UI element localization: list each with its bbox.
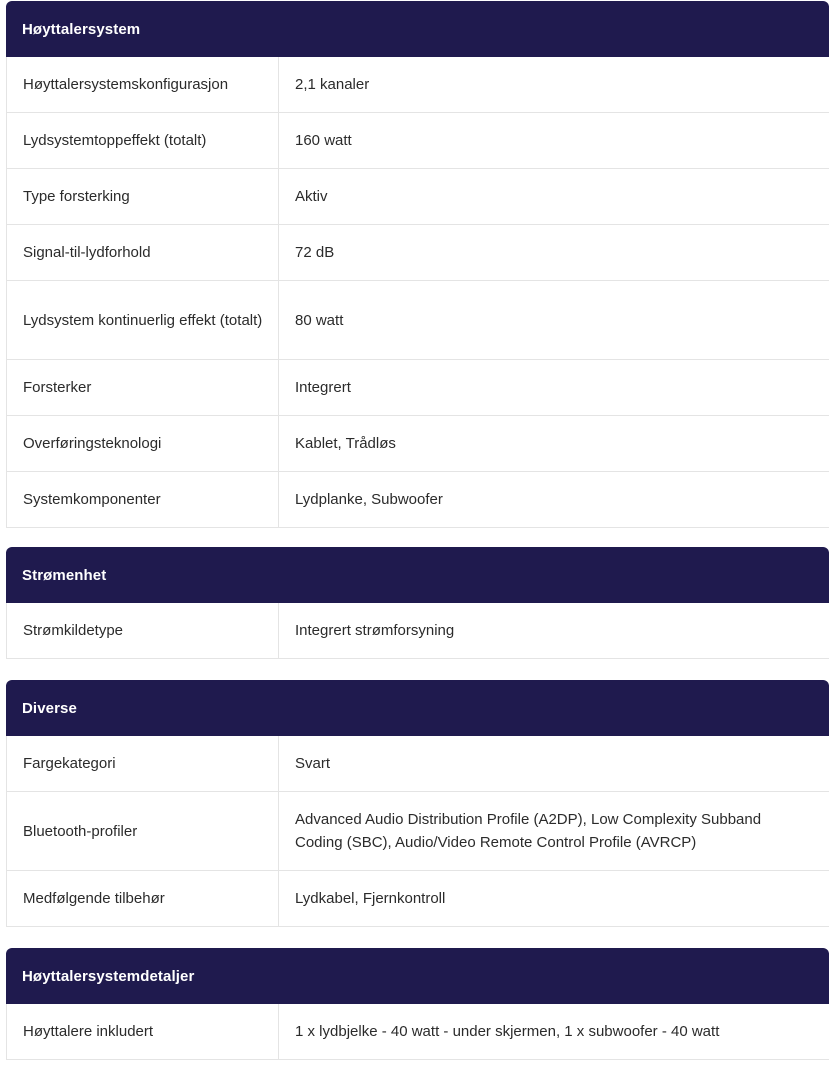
section-header [6,1,829,57]
spec-section-speaker-system [6,1,829,528]
section-title: Diverse [22,699,77,717]
spec-label: Signal-til-lydforhold [7,225,279,280]
spec-value: 160 watt [295,132,352,149]
section-header [6,547,829,603]
spec-row [6,57,829,113]
spec-row [6,360,829,416]
spec-label: Medfølgende tilbehør [7,871,279,926]
spec-label: Strømkildetype [7,603,279,658]
spec-section-misc [6,680,829,927]
spec-label: Høyttalersystemskonfigurasjon [7,57,279,112]
spec-row [6,871,829,927]
section-title: Høyttalersystem [22,20,141,38]
spec-row [6,281,829,360]
spec-section-speaker-details [6,948,829,1060]
spec-label: Systemkomponenter [7,472,279,527]
spec-row [6,603,829,659]
spec-row [6,169,829,225]
spec-row [6,792,829,871]
spec-label: Fargekategori [7,736,279,791]
spec-value: 2,1 kanaler [295,76,370,93]
spec-value: Lydkabel, Fjernkontroll [295,890,446,907]
spec-value: 72 dB [295,244,335,261]
spec-label: Høyttalere inkludert [7,1004,279,1059]
section-title: Strømenhet [22,566,107,584]
spec-label: Overføringsteknologi [7,416,279,471]
spec-label: Lydsystemtoppeffekt (totalt) [7,113,279,168]
spec-label: Bluetooth-profiler [7,792,279,870]
spec-value: Integrert [295,379,351,396]
section-header [6,680,829,736]
spec-section-power [6,547,829,659]
spec-value: Svart [295,755,331,772]
spec-row [6,225,829,281]
spec-label: Forsterker [7,360,279,415]
spec-row [6,472,829,528]
spec-row [6,1004,829,1060]
section-header [6,948,829,1004]
spec-value: Lydplanke, Subwoofer [295,491,443,508]
spec-label: Type forsterking [7,169,279,224]
spec-row [6,416,829,472]
spec-label: Lydsystem kontinuerlig effekt (totalt) [7,281,279,359]
spec-value: 80 watt [295,311,344,329]
section-title: Høyttalersystemdetaljer [22,967,195,985]
spec-value: 1 x lydbjelke - 40 watt - under skjermen, 1 x subwoofer - 40 watt [295,1023,720,1040]
spec-value: Advanced Audio Distribution Profile (A2DP), Low Complexity Subband Coding (SBC), Audio/Video Remote Control Profile (AVRCP) [295,811,762,851]
spec-value: Aktiv [295,188,328,205]
spec-value: Kablet, Trådløs [295,435,396,452]
spec-value: Integrert strømforsyning [295,622,455,639]
spec-row [6,113,829,169]
spec-row [6,736,829,792]
